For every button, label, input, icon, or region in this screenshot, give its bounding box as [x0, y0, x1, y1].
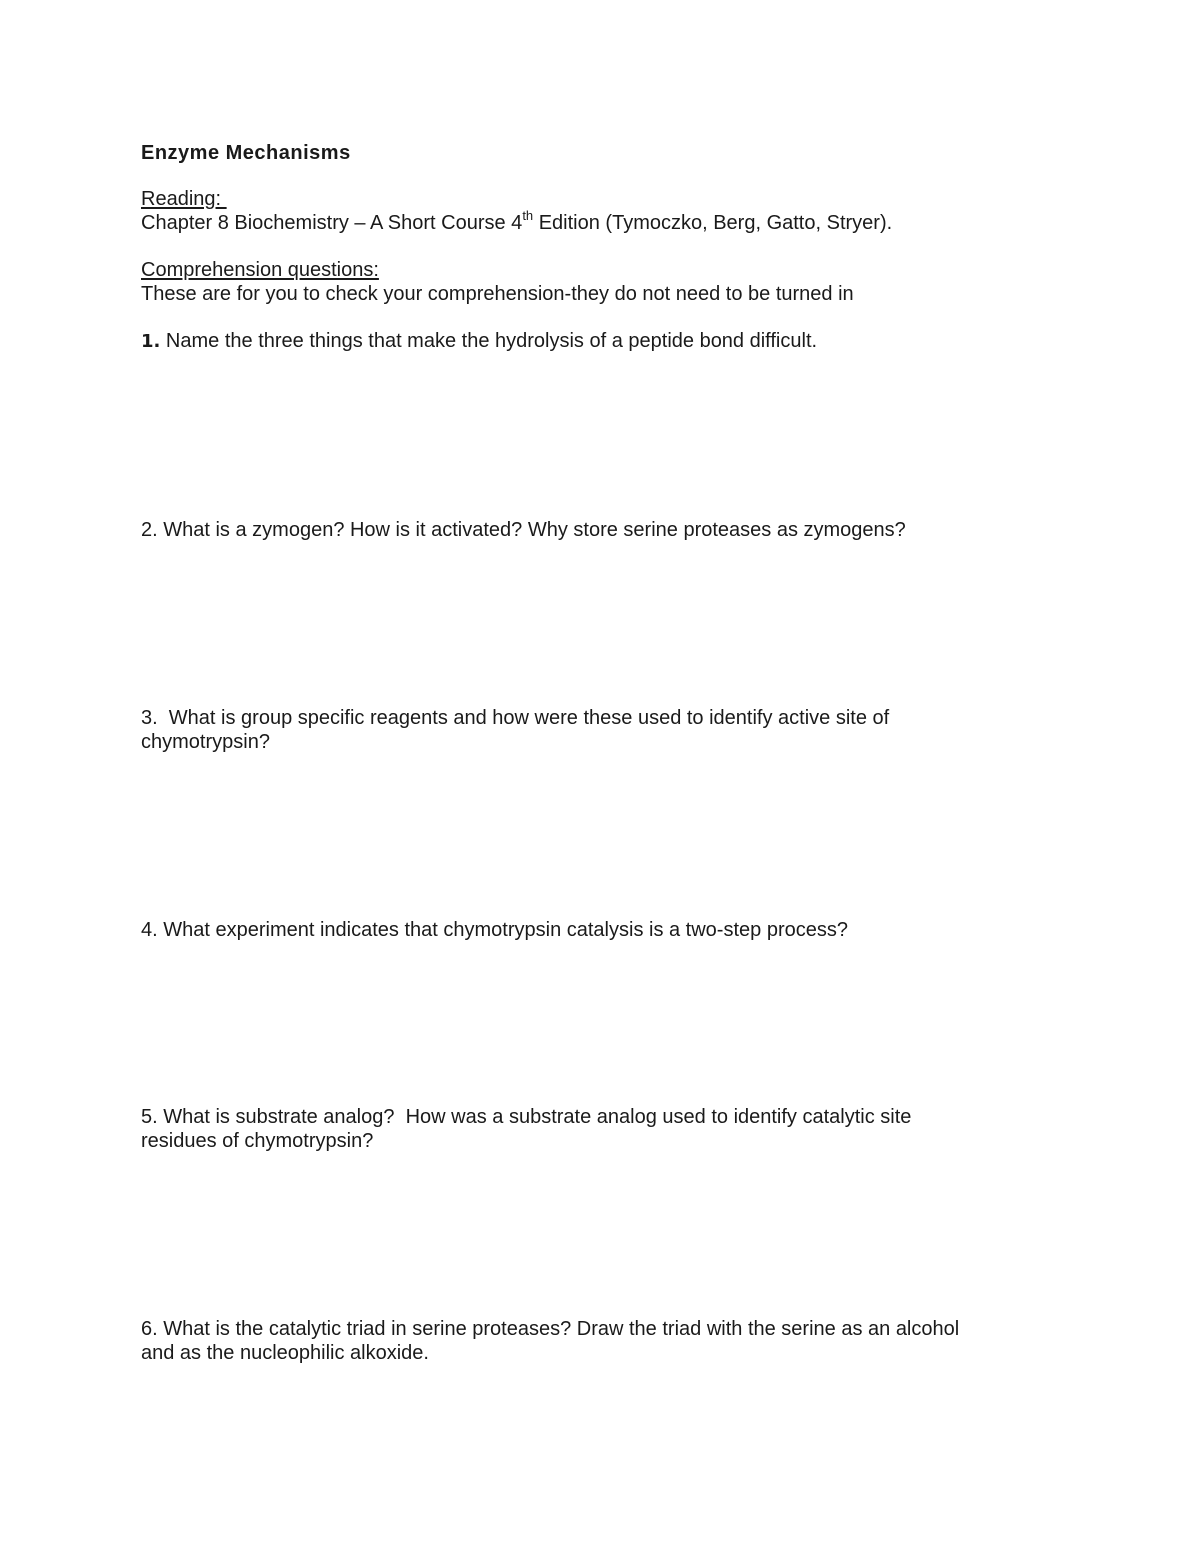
- reading-text-pre: Chapter 8 Biochemistry – A Short Course 4: [141, 212, 523, 234]
- question-3-number: 3.: [141, 707, 158, 729]
- question-2-text: What is a zymogen? How is it activated? Why store serine proteases as zymogens?: [157, 519, 906, 541]
- question-6-line-1: What is the catalytic triad in serine proteases? Draw the triad with the serine as an alcohol: [157, 1318, 960, 1340]
- question-2-number: 2.: [141, 519, 158, 541]
- question-6: [141, 1317, 1041, 1365]
- question-4-text: What experiment indicates that chymotrypsin catalysis is a two-step process?: [157, 919, 848, 941]
- reading-reference: [141, 208, 1041, 235]
- reading-text-sup: th: [522, 208, 534, 224]
- comprehension-note: These are for you to check your comprehension-they do not need to be turned in: [141, 283, 854, 305]
- question-1-number: 1.: [141, 331, 161, 352]
- reading-text-post: Edition (Tymoczko, Berg, Gatto, Stryer).: [533, 212, 893, 234]
- question-3: [141, 706, 1041, 754]
- question-4: [141, 918, 1041, 942]
- question-6-line-2: and as the nucleophilic alkoxide.: [141, 1342, 429, 1364]
- question-3-line-2: chymotrypsin?: [141, 731, 270, 753]
- question-2: [141, 518, 1041, 542]
- document-title: Enzyme Mechanisms: [141, 142, 351, 164]
- reading-label: Reading:: [141, 188, 227, 210]
- question-1-text: Name the three things that make the hydrolysis of a peptide bond difficult.: [160, 330, 818, 352]
- question-1: [141, 329, 1041, 354]
- question-3-line-1: What is group specific reagents and how were these used to identify active site of: [157, 707, 890, 729]
- question-5: [141, 1105, 1041, 1153]
- comprehension-heading: [141, 258, 1041, 282]
- question-5-line-2: residues of chymotrypsin?: [141, 1130, 374, 1152]
- reading-heading: [141, 187, 1041, 211]
- question-4-number: 4.: [141, 919, 158, 941]
- question-5-number: 5.: [141, 1106, 158, 1128]
- question-6-number: 6.: [141, 1318, 158, 1340]
- comprehension-label: Comprehension questions:: [141, 259, 379, 281]
- question-5-line-1: What is substrate analog? How was a substrate analog used to identify catalytic site: [157, 1106, 912, 1128]
